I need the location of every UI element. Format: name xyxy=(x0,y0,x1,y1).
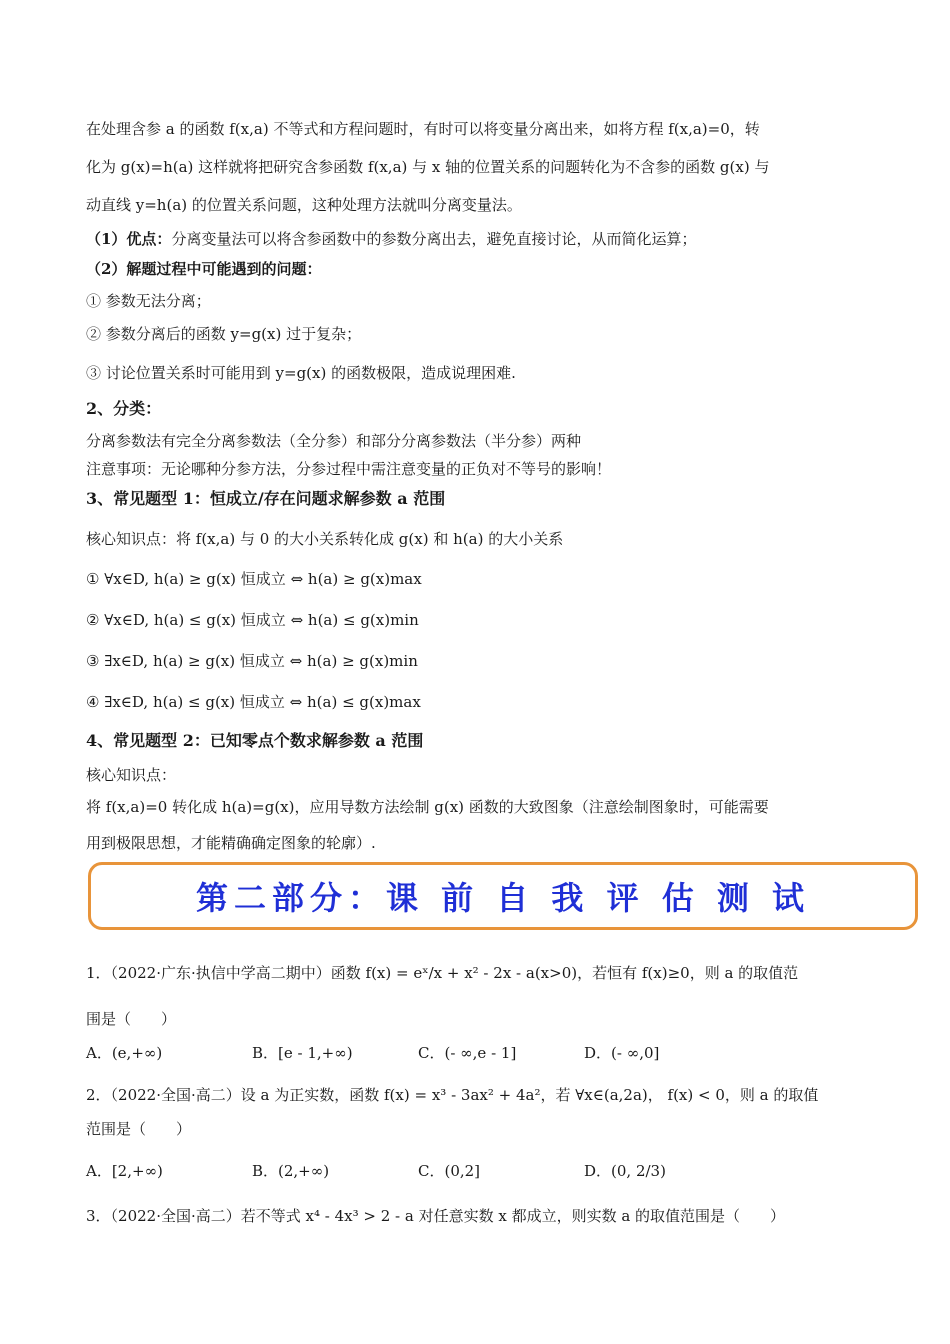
section4-core: 核心知识点： xyxy=(86,766,177,784)
section-banner xyxy=(88,862,918,930)
advantage-label: （1）优点： xyxy=(86,230,172,248)
section4-line-2: 用到极限思想，才能精确确定图象的轮廓）. xyxy=(86,834,376,852)
question-2-option-a[interactable]: A．[2,+∞) xyxy=(86,1162,163,1180)
question-1-option-a[interactable]: A．(e,+∞) xyxy=(86,1044,163,1062)
section3-item-2: ② ∀x∈D, h(a) ≤ g(x) 恒成立 ⇔ h(a) ≤ g(x)min xyxy=(86,611,419,629)
question-1-option-c[interactable]: C．(- ∞,e - 1] xyxy=(418,1044,517,1062)
section3-item-1: ① ∀x∈D, h(a) ≥ g(x) 恒成立 ⇔ h(a) ≥ g(x)max xyxy=(86,570,422,588)
problem-item-2: ② 参数分离后的函数 y=g(x) 过于复杂； xyxy=(86,325,362,343)
banner-title: 第二部分：课 前 自 我 评 估 测 试 xyxy=(196,879,810,917)
question-2-line-2: 范围是（ ） xyxy=(86,1120,192,1138)
intro-line-2: 化为 g(x)=h(a) 这样就将把研究含参函数 f(x,a) 与 x 轴的位置关系的问题转化为不含参的函数 g(x) 与 xyxy=(86,158,770,176)
intro-line-3: 动直线 y=h(a) 的位置关系问题，这种处理方法就叫分离变量法。 xyxy=(86,196,522,214)
section3-item-4: ④ ∃x∈D, h(a) ≤ g(x) 恒成立 ⇔ h(a) ≤ g(x)max xyxy=(86,693,421,711)
section2-line-2: 注意事项：无论哪种分参方法，分参过程中需注意变量的正负对不等号的影响！ xyxy=(86,460,612,478)
section4-line-1: 将 f(x,a)=0 转化成 h(a)=g(x)，应用导数方法绘制 g(x) 函数的大致图象（注意绘制图象时，可能需要 xyxy=(86,798,769,816)
problem-item-3: ③ 讨论位置关系时可能用到 y=g(x) 的函数极限，造成说理困难. xyxy=(86,364,516,382)
intro-line-1: 在处理含参 a 的函数 f(x,a) 不等式和方程问题时，有时可以将变量分离出来，如将方程 f(x,a)=0，转 xyxy=(86,120,760,138)
section2-line-1: 分离参数法有完全分离参数法（全分参）和部分分离参数法（半分参）两种 xyxy=(86,432,582,450)
advantage-line xyxy=(86,228,696,250)
question-1-option-d[interactable]: D．(- ∞,0] xyxy=(584,1044,660,1062)
advantage-text: 分离变量法可以将含参函数中的参数分离出去，避免直接讨论，从而简化运算； xyxy=(171,230,697,248)
problems-label: （2）解题过程中可能遇到的问题： xyxy=(86,260,322,278)
section3-item-3: ③ ∃x∈D, h(a) ≥ g(x) 恒成立 ⇔ h(a) ≥ g(x)min xyxy=(86,652,418,670)
question-2-option-b[interactable]: B．(2,+∞) xyxy=(252,1162,330,1180)
question-1-option-b[interactable]: B．[e - 1,+∞) xyxy=(252,1044,353,1062)
section2-heading: 2、分类： xyxy=(86,399,162,418)
question-1-line-1: 1．（2022·广东·执信中学高二期中）函数 f(x) = eˣ/x + x² - 2x - a(x>0)，若恒有 f(x)≥0，则 a 的取值范 xyxy=(86,964,799,982)
question-3-line-1: 3．（2022·全国·高二）若不等式 x⁴ - 4x³ > 2 - a 对任意实数 x 都成立，则实数 a 的取值范围是（ ） xyxy=(86,1207,786,1225)
question-2-option-d[interactable]: D．(0, 2/3) xyxy=(584,1162,666,1180)
problem-item-1: ① 参数无法分离； xyxy=(86,292,211,310)
section3-heading: 3、常见题型 1：恒成立/存在问题求解参数 a 范围 xyxy=(86,489,446,508)
question-2-line-1: 2．（2022·全国·高二）设 a 为正实数，函数 f(x) = x³ - 3ax² + 4a²，若 ∀x∈(a,2a)， f(x) < 0，则 a 的取值 xyxy=(86,1086,819,1104)
section4-heading: 4、常见题型 2：已知零点个数求解参数 a 范围 xyxy=(86,731,424,750)
question-1-line-2: 围是（ ） xyxy=(86,1010,177,1028)
section3-core: 核心知识点：将 f(x,a) 与 0 的大小关系转化成 g(x) 和 h(a) 的大小关系 xyxy=(86,530,564,548)
question-2-option-c[interactable]: C．(0,2] xyxy=(418,1162,481,1180)
